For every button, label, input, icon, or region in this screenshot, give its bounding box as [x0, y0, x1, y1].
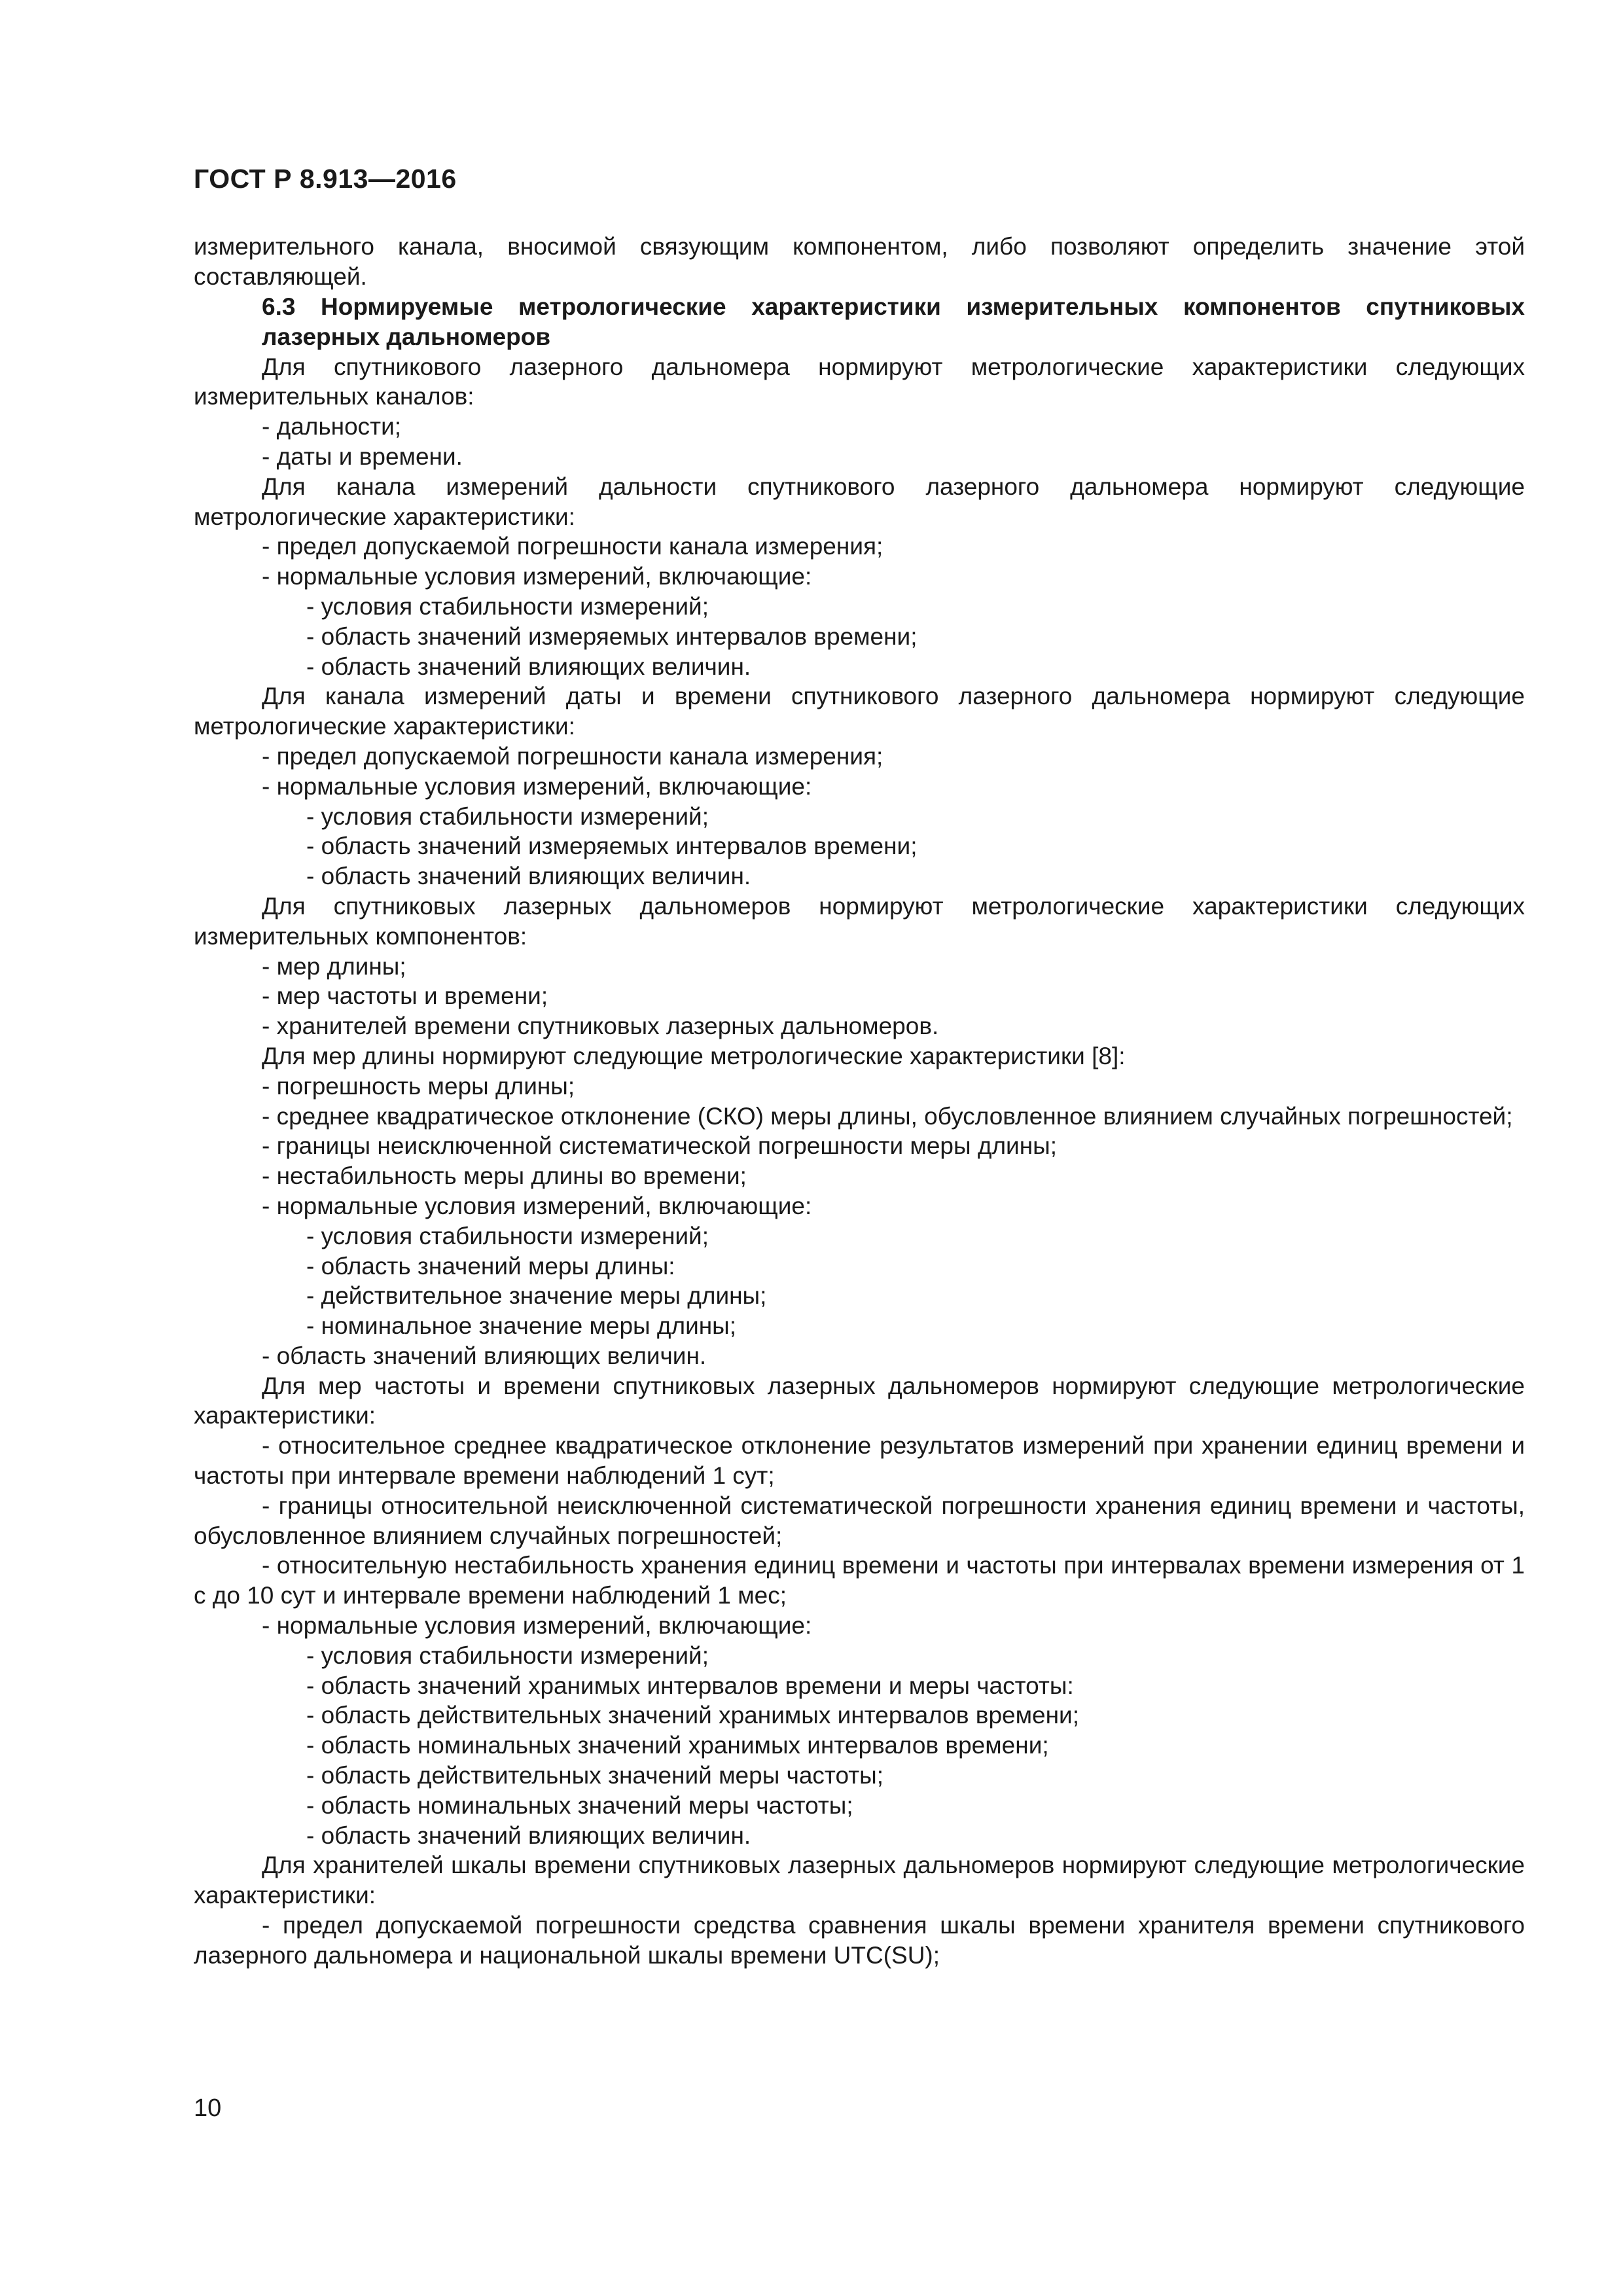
- paragraph: - среднее квадратическое отклонение (СКО) меры длины, обусловленное влиянием случайных погрешностей;: [262, 1102, 1513, 1130]
- list-item: - область значений влияющих величин.: [306, 863, 751, 890]
- list-item: - область действительных значений хранимых интервалов времени;: [306, 1702, 1080, 1729]
- document-header: ГОСТ Р 8.913—2016: [194, 164, 457, 194]
- list-item: - нормальные условия измерений, включающие:: [262, 772, 812, 800]
- list-item: - область значений измеряемых интервалов времени;: [306, 622, 918, 650]
- paragraph: - относительное среднее квадратическое отклонение результатов измерений при хранении единиц времени и частоты при интервале времени наблюдений 1 сут;: [194, 1432, 1525, 1490]
- list-item: - условия стабильности измерений;: [306, 1222, 709, 1249]
- list-item: - нестабильность меры длины во времени;: [262, 1162, 747, 1190]
- paragraph: Для мер частоты и времени спутниковых лазерных дальномеров нормируют следующие метрологические характеристики:: [194, 1372, 1525, 1429]
- list-item: - условия стабильности измерений;: [306, 1641, 709, 1669]
- list-item: - номинальное значение меры длины;: [306, 1312, 737, 1340]
- list-item: - погрешность меры длины;: [262, 1072, 575, 1100]
- list-item: - область значений влияющих величин.: [306, 1821, 751, 1849]
- list-item: - хранителей времени спутниковых лазерных дальномеров.: [262, 1013, 939, 1040]
- list-item: - нормальные условия измерений, включающие:: [262, 1192, 812, 1219]
- section-heading: 6.3 Нормируемые метрологические характеристики измерительных компонентов спутниковых лазерных дальномеров: [262, 293, 1525, 350]
- paragraph: - относительную нестабильность хранения единиц времени и частоты при интервалах времени измерения от 1 с до 10 сут и интервале времени наблюдений 1 мес;: [194, 1552, 1525, 1609]
- list-item: - область номинальных значений хранимых интервалов времени;: [306, 1732, 1049, 1759]
- list-item: - даты и времени.: [262, 442, 463, 470]
- paragraph: Для хранителей шкалы времени спутниковых лазерных дальномеров нормируют следующие метрологические характеристики:: [194, 1852, 1525, 1909]
- list-item: - мер длины;: [262, 952, 406, 980]
- paragraph: Для спутниковых лазерных дальномеров нормируют метрологические характеристики следующих измерительных компонентов:: [194, 892, 1525, 950]
- paragraph: измерительного канала, вносимой связующим компонентом, либо позволяют определить значение этой составляющей.: [194, 233, 1525, 290]
- list-item: - область номинальных значений меры частоты;: [306, 1791, 853, 1819]
- paragraph: - границы относительной неисключенной систематической погрешности хранения единиц времени и частоты, обусловленное влиянием случайных погрешностей;: [194, 1492, 1525, 1549]
- list-item: - область значений меры длины:: [306, 1252, 675, 1280]
- list-item: - область значений хранимых интервалов времени и меры частоты:: [306, 1672, 1074, 1699]
- list-item: - предел допускаемой погрешности канала измерения;: [262, 533, 883, 560]
- list-item: - нормальные условия измерений, включающие:: [262, 563, 812, 590]
- list-item: - действительное значение меры длины;: [306, 1282, 767, 1310]
- list-item: - условия стабильности измерений;: [306, 592, 709, 620]
- list-item: - предел допускаемой погрешности канала измерения;: [262, 742, 883, 770]
- paragraph: Для спутникового лазерного дальномера нормируют метрологические характеристики следующих измерительных каналов:: [194, 353, 1525, 410]
- list-item: - границы неисключенной систематической погрешности меры длины;: [262, 1132, 1058, 1160]
- list-item: - нормальные условия измерений, включающие:: [262, 1612, 812, 1640]
- document-body: [194, 232, 1525, 1971]
- list-item: - область действительных значений меры частоты;: [306, 1762, 884, 1789]
- list-item: - мер частоты и времени;: [262, 982, 548, 1010]
- paragraph: - предел допускаемой погрешности средства сравнения шкалы времени хранителя времени спутникового лазерного дальномера и национальной шкалы времени UTC(SU);: [194, 1912, 1525, 1969]
- list-item: - дальности;: [262, 413, 402, 440]
- list-item: - область значений влияющих величин.: [306, 653, 751, 680]
- list-item: - область значений измеряемых интервалов времени;: [306, 833, 918, 860]
- list-item: - условия стабильности измерений;: [306, 802, 709, 830]
- paragraph: Для канала измерений дальности спутникового лазерного дальномера нормируют следующие метрологические характеристики:: [194, 473, 1525, 530]
- list-item: - область значений влияющих величин.: [262, 1342, 707, 1369]
- paragraph: Для канала измерений даты и времени спутникового лазерного дальномера нормируют следующие метрологические характеристики:: [194, 683, 1525, 740]
- page-number: 10: [194, 2094, 222, 2122]
- paragraph: Для мер длины нормируют следующие метрологические характеристики [8]:: [262, 1042, 1126, 1069]
